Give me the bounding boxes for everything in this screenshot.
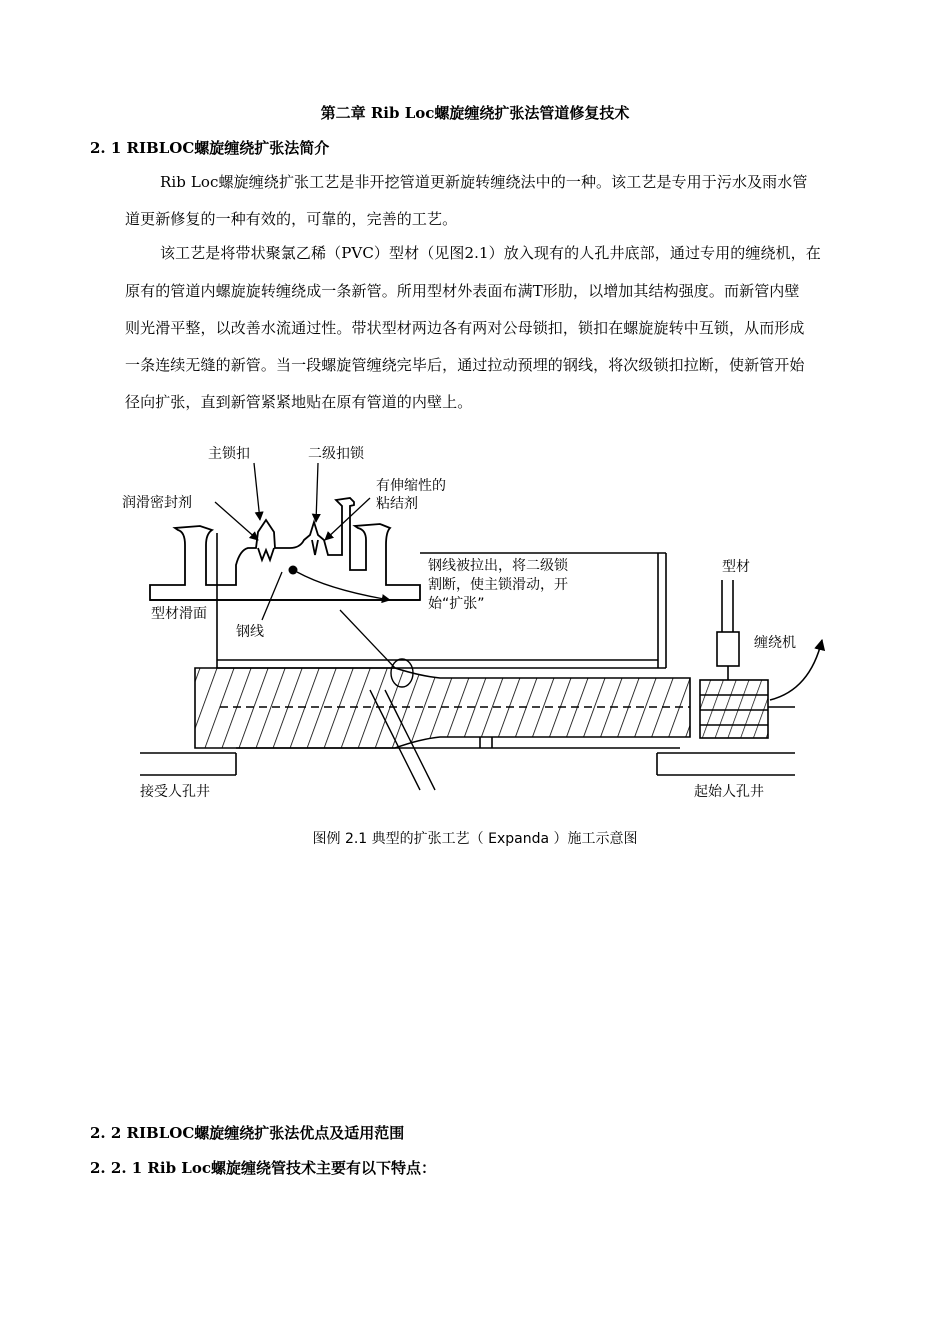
label-elastic-adhesive-1: 有伸缩性的 [376,478,446,494]
label-receiving-manhole: 接受人孔井 [140,784,210,800]
paragraph-line: 原有的管道内螺旋旋转缠绕成一条新管。所用型材外表面布满T形肋，以增加其结构强度。而新管内壁 [125,282,800,300]
steel-wire-dot [289,566,298,575]
winding-machine [700,580,822,738]
chapter-title: 第二章 Rib Loc螺旋缠绕扩张法管道修复技术 [320,104,630,122]
paragraph-line: 该工艺是将带状聚氯乙稀（PVC）型材（见图2.1）放入现有的人孔井底部，通过专用的缠绕机，在 [160,244,821,262]
profile-cross-section [150,498,420,600]
section-2-1-heading: 2. 1 RIBLOC螺旋缠绕扩张法简介 [90,139,330,157]
label-wire-note-3: 始“扩张” [428,596,485,612]
label-profile: 型材 [722,559,750,575]
label-steel-wire: 钢线 [236,624,264,640]
label-wire-note-1: 钢线被拉出，将二级锁 [428,558,568,574]
paragraph-line: 径向扩张，直到新管紧紧地贴在原有管道的内壁上。 [125,393,473,411]
label-secondary-lock: 二级扣锁 [308,446,364,462]
paragraph-line: 则光滑平整，以改善水流通过性。带状型材两边各有两对公母锁扣，锁扣在螺旋旋转中互锁，从而形成 [125,319,805,337]
label-main-lock: 主锁扣 [208,446,250,462]
figure-caption: 图例 2.1 典型的扩张工艺（ Expanda ）施工示意图 [312,831,638,847]
label-elastic-adhesive-2: 粘结剂 [376,496,418,512]
paragraph-line: 一条连续无缝的新管。当一段螺旋管缠绕完毕后，通过拉动预埋的钢线，将次级锁扣拉断，使新管开始 [125,356,805,374]
new-spiral-pipe [195,659,690,790]
label-starting-manhole: 起始人孔井 [694,784,764,800]
label-winding-machine: 缠绕机 [754,635,796,651]
label-lubricant-sealant: 润滑密封剂 [122,495,192,511]
paragraph-line: 道更新修复的一种有效的，可靠的，完善的工艺。 [125,210,458,228]
section-2-2-heading: 2. 2 RIBLOC螺旋缠绕扩张法优点及适用范围 [90,1124,405,1142]
label-wire-note-2: 割断，使主锁滑动，开 [428,577,568,593]
subsection-2-2-1-heading: 2. 2. 1 Rib Loc螺旋缠绕管技术主要有以下特点： [90,1159,436,1177]
paragraph-line: Rib Loc螺旋缠绕扩张工艺是非开挖管道更新旋转缠绕法中的一种。该工艺是专用于污水及雨水管 [160,173,808,191]
label-profile-smooth-face: 型材滑面 [151,606,207,622]
